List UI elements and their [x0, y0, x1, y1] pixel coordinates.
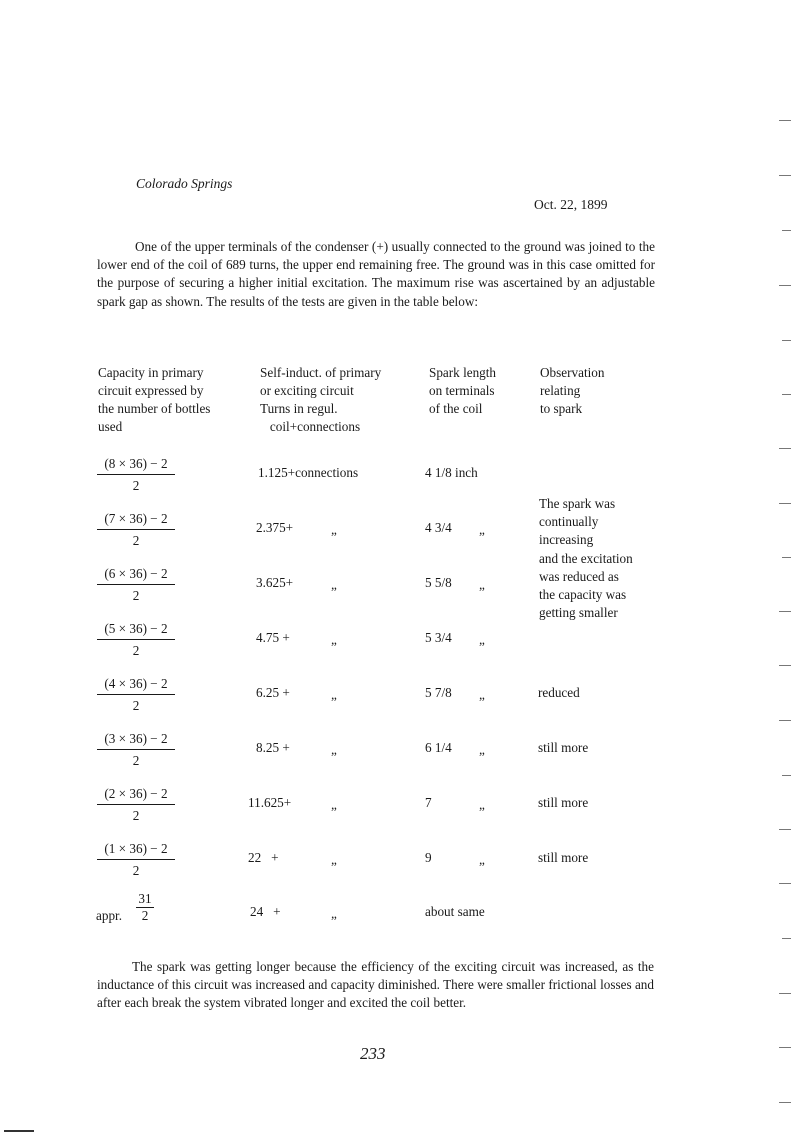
induct-ditto-mark: „ [331, 852, 337, 867]
page-number: 233 [360, 1044, 386, 1063]
intro-paragraph: One of the upper terminals of the condenser (+) usually connected to the ground was joined to the lower end of the coil of 689 turns, the upper end remaining free. The ground was in this case omitted for the purpose of securing a higher initial excitation. The maximum rise was ascertained by an adjustable spark gap as shown. The results of the tests are given in the table below: [97, 239, 655, 309]
self-induct-value: 11.625+ [248, 795, 292, 810]
capacity-numerator: (2 × 36) − 2 [104, 786, 168, 801]
capacity-fraction [96, 675, 176, 714]
self-induct-value: 22 + [248, 850, 279, 865]
capacity-denominator: 2 [132, 698, 140, 713]
last-row-spark: about same [425, 904, 485, 919]
spark-length-value: 4 3/4 [425, 520, 452, 535]
appr-label: appr. [96, 908, 123, 923]
scan-corner-mark [4, 1130, 34, 1132]
capacity-fraction [96, 455, 176, 494]
spark-ditto-mark: „ [479, 742, 485, 757]
capacity-denominator: 2 [132, 808, 140, 823]
self-induct-value: 6.25 + [256, 685, 290, 700]
header-capacity: Capacity in primary circuit expressed by the number of bottles used [98, 365, 211, 434]
spark-ditto-mark: „ [479, 577, 485, 592]
capacity-numerator: (6 × 36) − 2 [104, 566, 168, 581]
self-induct-value: 3.625+ [256, 575, 294, 590]
spark-ditto-mark: „ [479, 522, 485, 537]
induct-ditto-mark: „ [331, 687, 337, 702]
capacity-numerator: (4 × 36) − 2 [104, 676, 168, 691]
spark-ditto-mark: „ [479, 852, 485, 867]
appr-fraction [136, 891, 154, 924]
header-self-induct: Self-induct. of primary or exciting circuit Turns in regul. coil+connections [260, 365, 382, 434]
induct-ditto-mark: „ [331, 742, 337, 757]
capacity-fraction [96, 510, 176, 549]
induct-ditto-mark: „ [331, 632, 337, 647]
spark-length-value: 4 1/8 inch [425, 465, 478, 480]
conclusion-paragraph: The spark was getting longer because the efficiency of the exciting circuit was increased, as the inductance of this circuit was increased and capacity diminished. There were smaller frictional losses and after each break the system vibrated longer and excited the coil better. [97, 959, 654, 1011]
capacity-denominator: 2 [132, 533, 140, 548]
capacity-numerator: (1 × 36) − 2 [104, 841, 168, 856]
spark-ditto-mark: „ [479, 687, 485, 702]
capacity-fraction [96, 840, 176, 879]
self-induct-value: 1.125+connections [258, 465, 359, 480]
appr-numerator: 31 [138, 891, 152, 906]
date-heading: Oct. 22, 1899 [534, 197, 608, 212]
induct-ditto-mark: „ [331, 797, 337, 812]
observation-value: still more [538, 795, 589, 810]
self-induct-value: 2.375+ [256, 520, 294, 535]
observation-value: still more [538, 850, 589, 865]
place-heading: Colorado Springs [136, 176, 233, 191]
capacity-numerator: (3 × 36) − 2 [104, 731, 168, 746]
spark-length-value: 5 3/4 [425, 630, 452, 645]
header-spark-length: Spark length on terminals of the coil [429, 365, 497, 416]
capacity-denominator: 2 [132, 753, 140, 768]
spark-length-value: 7 [425, 795, 432, 810]
capacity-fraction [96, 620, 176, 659]
observation-value: still more [538, 740, 589, 755]
header-observation: Observation relating to spark [540, 365, 605, 416]
capacity-numerator: (8 × 36) − 2 [104, 456, 168, 471]
self-induct-value: 8.25 + [256, 740, 290, 755]
capacity-numerator: (5 × 36) − 2 [104, 621, 168, 636]
spark-ditto-mark: „ [479, 797, 485, 812]
self-induct-value: 4.75 + [256, 630, 290, 645]
spark-length-value: 5 5/8 [425, 575, 452, 590]
capacity-fraction [96, 565, 176, 604]
capacity-denominator: 2 [132, 643, 140, 658]
spark-length-value: 9 [425, 850, 432, 865]
induct-ditto-mark: „ [331, 522, 337, 537]
spark-length-value: 6 1/4 [425, 740, 452, 755]
capacity-denominator: 2 [132, 863, 140, 878]
induct-ditto-mark: „ [331, 577, 337, 592]
capacity-fraction [96, 785, 176, 824]
observation-note: The spark was continually increasing and the excitation was reduced as the capacity was getting smaller [539, 496, 633, 621]
capacity-denominator: 2 [132, 588, 140, 603]
capacity-denominator: 2 [132, 478, 140, 493]
last-row-ditto: „ [331, 906, 337, 921]
spark-ditto-mark: „ [479, 632, 485, 647]
last-row-induct: 24 + [250, 904, 281, 919]
capacity-numerator: (7 × 36) − 2 [104, 511, 168, 526]
observation-value: reduced [538, 685, 580, 700]
appr-denominator: 2 [141, 908, 149, 923]
spark-length-value: 5 7/8 [425, 685, 452, 700]
capacity-fraction [96, 730, 176, 769]
